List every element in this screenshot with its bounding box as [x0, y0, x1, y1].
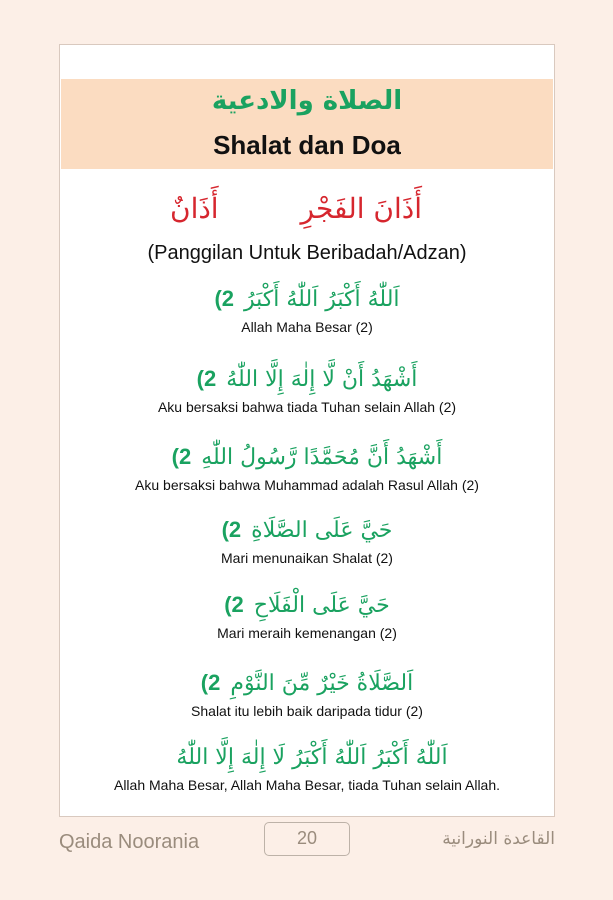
entry-translation: Aku bersaksi bahwa Muhammad adalah Rasul Allah (2) [135, 477, 479, 493]
adhan-entry-6 [60, 667, 554, 720]
adhan-entry-7 [60, 741, 554, 794]
page-number: 20 [264, 822, 350, 856]
repeat-count: (2 [196, 366, 217, 391]
adhan-entry-3 [60, 441, 554, 494]
entry-arabic: أَشْهَدُ أَنْ لَّا إِلٰهَ إِلَّا اللّٰهُ(2 [196, 366, 418, 392]
entry-arabic: أَشْهَدُ أَنَّ مُحَمَّدًا رَّسُولُ اللّٰهِ(2 [171, 444, 443, 470]
entry-translation: Aku bersaksi bahwa tiada Tuhan selain Allah (2) [157, 399, 457, 415]
entry-arabic: اَلصَّلَاةُ خَيْرٌ مِّنَ النَّوْمِ(2 [200, 670, 414, 696]
entry-arabic: اَللّٰهُ أَكْبَرُ اَللّٰهُ أَكْبَرُ(2 [214, 286, 400, 312]
adhan-entry-4 [60, 514, 554, 567]
repeat-count: (2 [200, 670, 221, 695]
entry-translation: Allah Maha Besar (2) [241, 319, 373, 335]
repeat-count: (2 [224, 592, 244, 617]
repeat-count: (2 [171, 444, 192, 469]
entry-arabic: حَيَّ عَلَى الصَّلَاةِ(2 [221, 517, 393, 543]
title-latin: Shalat dan Doa [213, 130, 401, 160]
subheading-arabic-left: أَذَانٌ [170, 192, 219, 225]
title-arabic: الصلاة والادعية [211, 86, 403, 116]
subheading-arabic-right: أَذَانَ الفَجْرِ [300, 192, 422, 225]
adhan-entry-5 [60, 589, 554, 642]
adhan-entry-2 [60, 363, 554, 416]
subheading-latin: (Panggilan Untuk Beribadah/Adzan) [147, 242, 467, 264]
entry-arabic: حَيَّ عَلَى الْفَلَاحِ(2 [224, 592, 390, 618]
adhan-entry-1 [60, 283, 554, 336]
entry-translation: Allah Maha Besar, Allah Maha Besar, tiada Tuhan selain Allah. [113, 777, 501, 793]
repeat-count: (2 [221, 517, 242, 542]
page-frame [59, 44, 555, 817]
entry-translation: Mari menunaikan Shalat (2) [221, 550, 393, 566]
footer-book-title: Qaida Noorania [59, 831, 200, 853]
repeat-count: (2 [214, 286, 235, 311]
entry-translation: Mari meraih kemenangan (2) [217, 625, 397, 641]
footer-book-title-arabic: القاعدة النورانية [442, 829, 555, 849]
entry-translation: Shalat itu lebih baik daripada tidur (2) [191, 703, 423, 719]
entry-arabic: اَللّٰهُ أَكْبَرُ اَللّٰهُ أَكْبَرُ لَا إِلٰهَ إِلَّا اللّٰهُ [176, 745, 448, 770]
